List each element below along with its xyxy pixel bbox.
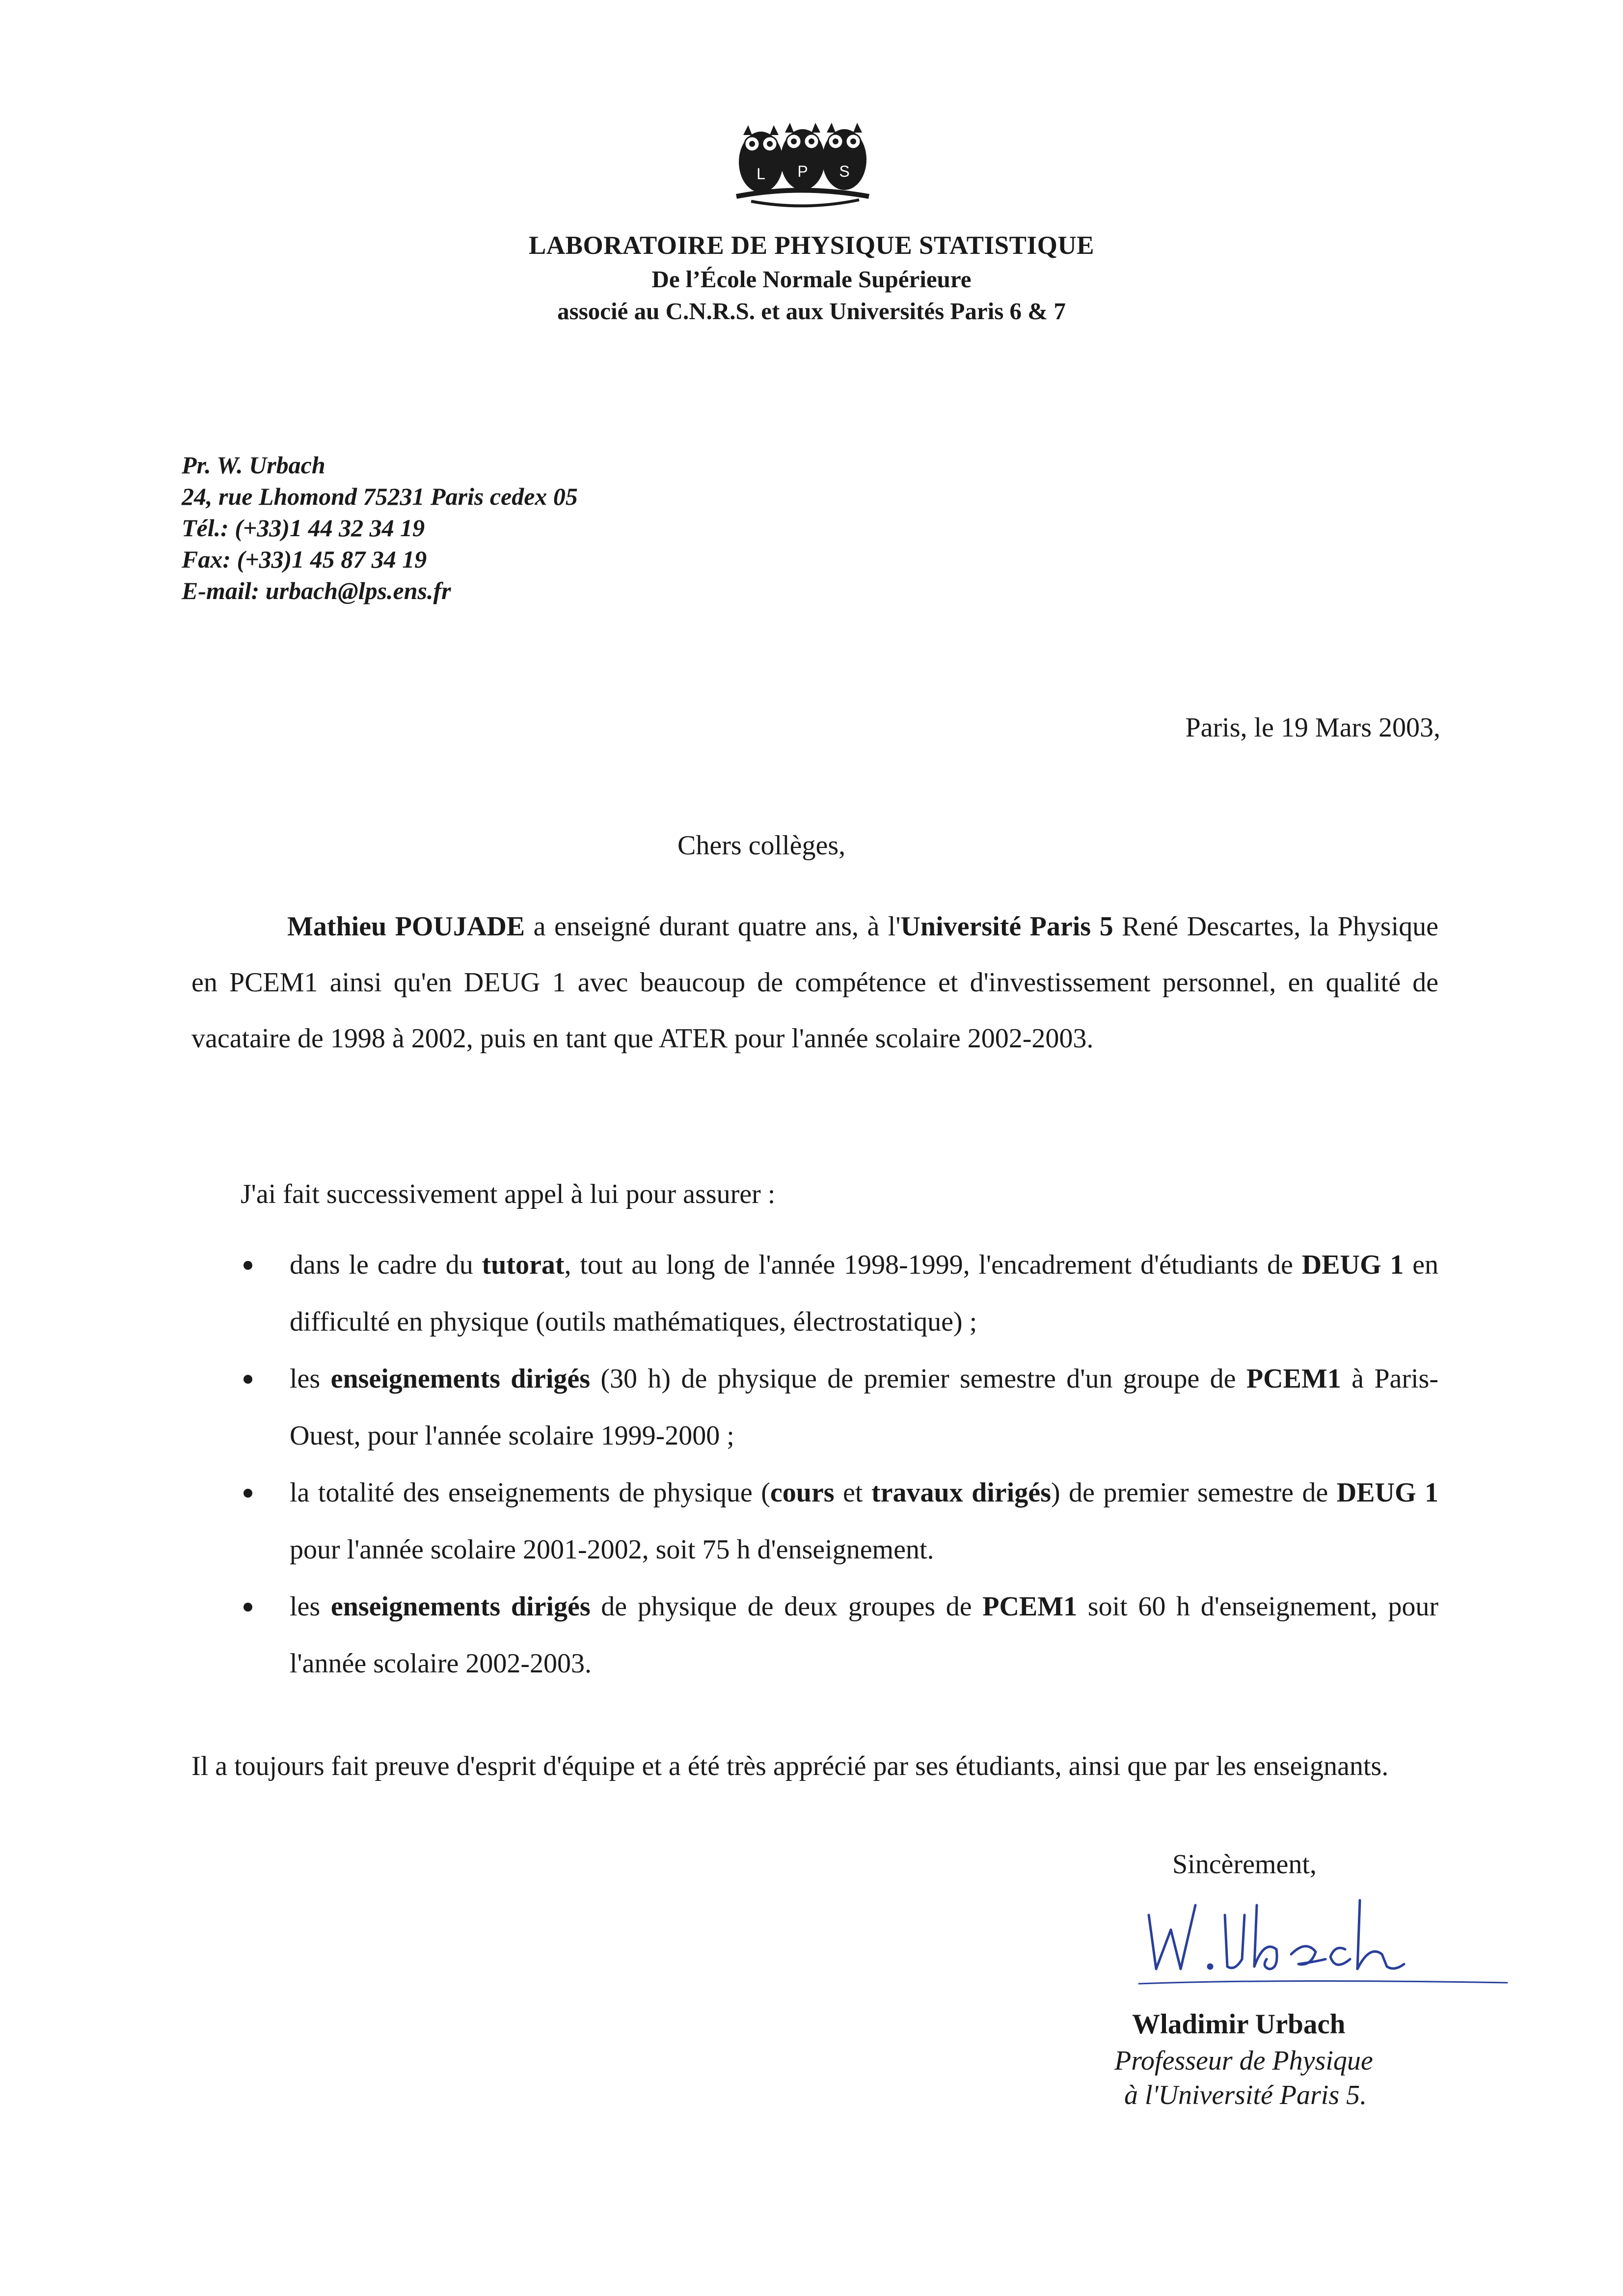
closing-salutation: Sincèrement, — [1172, 1849, 1317, 1880]
bullet-icon — [243, 1603, 252, 1612]
list-item: dans le cadre du tutorat, tout au long de l'année 1998-1999, l'encadrement d'étudiants de DEUG 1 en difficulté en physique (outils mathématiques, électrostatique) ; — [241, 1236, 1438, 1350]
para1-text-2: René Descartes, la Physique en PCEM1 ainsi qu'en DEUG 1 avec beaucoup de compétence et d'investissement personnel, en qualité de vacataire de 1998 à 2002, puis en tant que ATER pour l'année scolaire 2002-2003. — [191, 911, 1439, 1054]
sender-address: 24, rue Lhomond 75231 Paris cedex 05 — [182, 483, 578, 510]
duties-list — [241, 1236, 1438, 1692]
sender-tel: Tél.: (+33)1 44 32 34 19 — [182, 514, 425, 542]
signer-name: Wladimir Urbach — [1132, 2009, 1346, 2040]
list-item: les enseignements dirigés (30 h) de physique de premier semestre d'un groupe de PCEM1 à Paris-Ouest, pour l'année scolaire 1999-2000 ; — [241, 1350, 1438, 1464]
lab-name-heading: LABORATOIRE DE PHYSIQUE STATISTIQUE — [529, 231, 1094, 260]
svg-text:S: S — [839, 163, 850, 180]
list-intro: J'ai fait successivement appel à lui pour assurer : — [241, 1179, 776, 1209]
sender-email: E-mail: urbach@lps.ens.fr — [182, 577, 451, 604]
list-item: les enseignements dirigés de physique de deux groupes de PCEM1 soit 60 h d'enseignement, pour l'année scolaire 2002-2003. — [241, 1578, 1438, 1692]
letter-date: Paris, le 19 Mars 2003, — [1185, 712, 1440, 743]
ecole-subheading: De l’École Normale Supérieure — [651, 266, 972, 293]
lps-owls-logo — [731, 110, 874, 219]
sender-block — [182, 449, 578, 606]
sender-name: Pr. W. Urbach — [182, 451, 325, 479]
bullet-icon — [243, 1489, 252, 1498]
greeting: Chers collèges, — [677, 830, 846, 861]
owl-p-icon — [781, 123, 825, 190]
owl-s-icon — [822, 123, 866, 190]
association-subheading: associé au C.N.R.S. et aux Universités Paris 6 & 7 — [557, 298, 1066, 325]
svg-text:P: P — [797, 163, 808, 180]
paragraph-closing: Il a toujours fait preuve d'esprit d'équipe et a été très apprécié par ses étudiants, ainsi que par les enseignants. — [191, 1751, 1389, 1781]
signer-affiliation: à l'Université Paris 5. — [1124, 2080, 1367, 2110]
paragraph-intro — [191, 899, 1438, 1066]
university-name: Université Paris 5 — [900, 911, 1113, 942]
owl-l-icon — [739, 125, 783, 192]
svg-text:L: L — [757, 165, 765, 183]
bullet-icon — [243, 1261, 252, 1270]
candidate-name: Mathieu POUJADE — [287, 911, 525, 942]
list-item: la totalité des enseignements de physique (cours et travaux dirigés) de premier semestre de DEUG 1 pour l'année scolaire 2001-2002, soit 75 h d'enseignement. — [241, 1464, 1438, 1578]
bullet-icon — [243, 1375, 252, 1384]
handwritten-signature — [1129, 1886, 1512, 1994]
para1-text-1: a enseigné durant quatre ans, à l' — [525, 911, 901, 942]
signer-title: Professeur de Physique — [1114, 2046, 1373, 2076]
sender-fax: Fax: (+33)1 45 87 34 19 — [182, 546, 427, 573]
